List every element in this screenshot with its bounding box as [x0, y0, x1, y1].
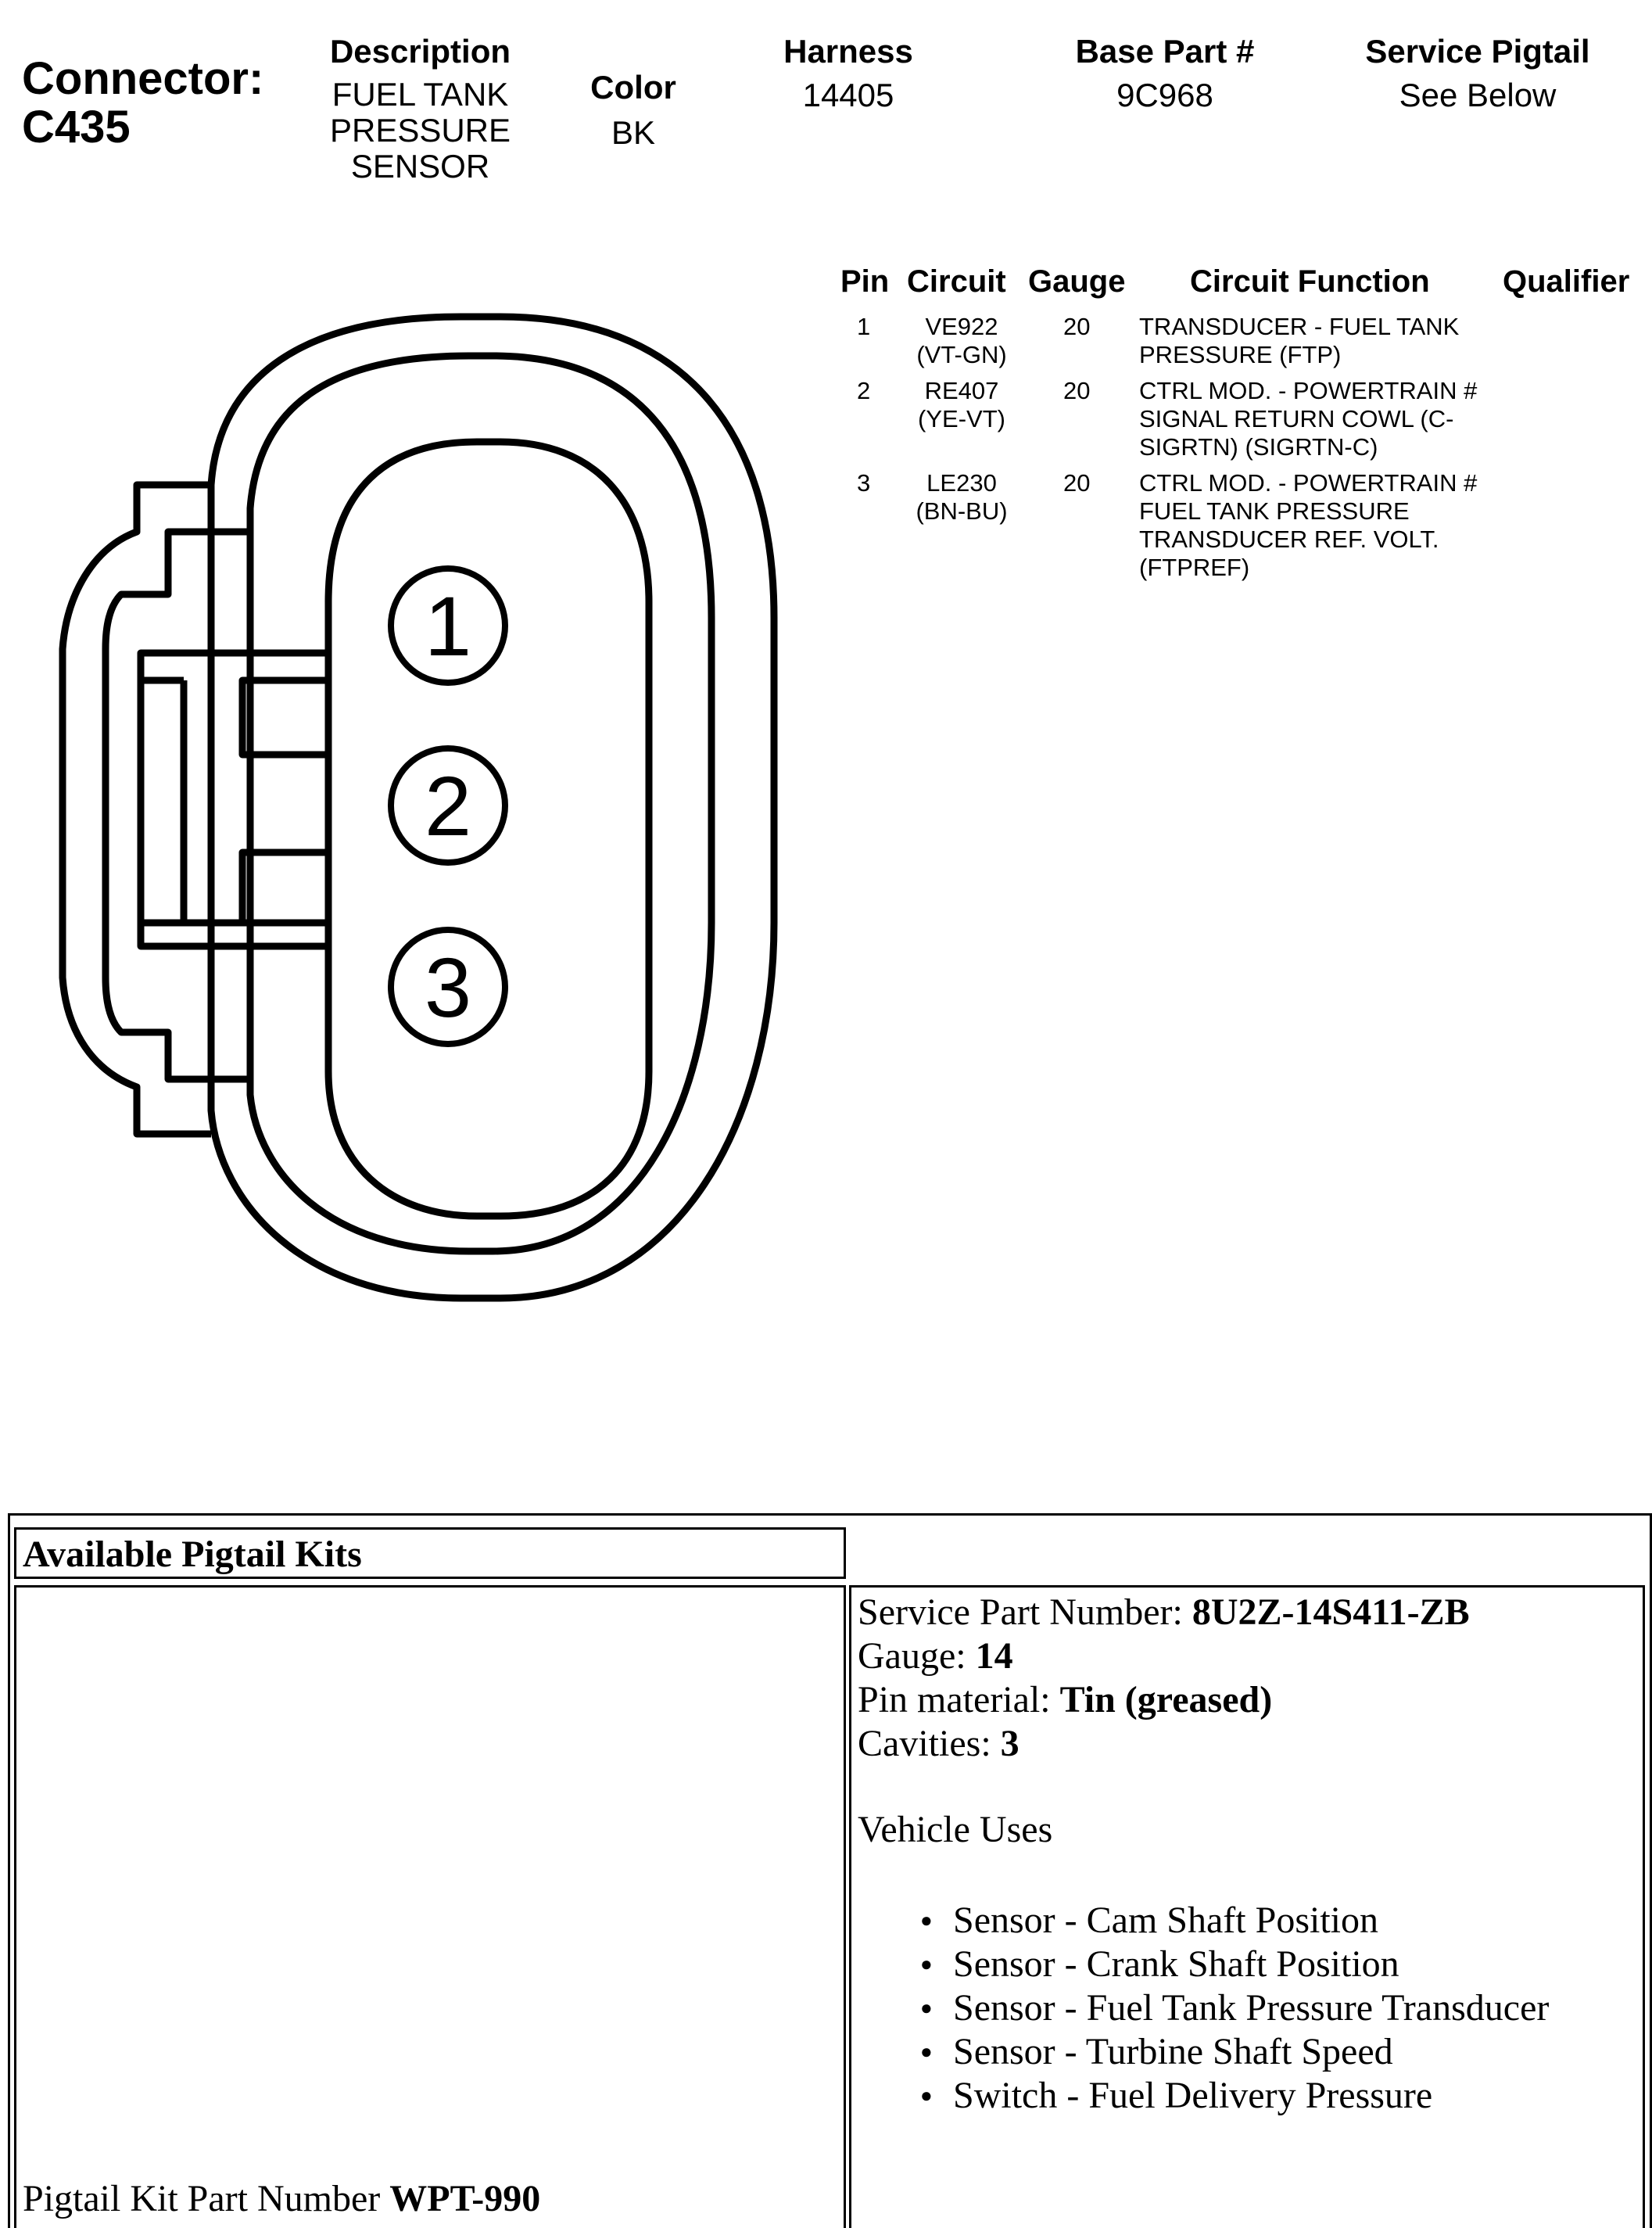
gauge-line	[858, 1634, 1549, 1678]
gauge-value: 20	[1063, 313, 1091, 340]
service-part-label: Service Part Number:	[858, 1591, 1192, 1633]
cavities-value: 3	[1000, 1723, 1020, 1764]
cavities-label: Cavities:	[858, 1723, 1001, 1764]
base-part-value: 9C968	[1116, 77, 1213, 113]
function-line: SIGNAL RETURN COWL (C-	[1139, 405, 1454, 432]
gauge-header: Gauge	[1028, 264, 1126, 299]
harness-label: Harness	[783, 33, 913, 70]
pin-header: Pin	[840, 264, 890, 299]
function-line: CTRL MOD. - POWERTRAIN #	[1139, 469, 1478, 497]
latch-tab-outline	[63, 485, 211, 1134]
pigtail-title-cell	[14, 1527, 846, 1579]
gauge-label: Gauge:	[858, 1635, 976, 1677]
function-line: TRANSDUCER REF. VOLT.	[1139, 526, 1439, 553]
function-line: TRANSDUCER - FUEL TANK	[1139, 313, 1460, 340]
pin-material-label: Pin material:	[858, 1679, 1060, 1720]
connector-face-diagram	[0, 0, 860, 1329]
function-line: (FTPREF)	[1139, 554, 1250, 581]
pigtail-details-cell	[849, 1585, 1645, 2228]
pigtail-kit-value: WPT-990	[389, 2178, 541, 2219]
circuit-color: (BN-BU)	[916, 497, 1008, 525]
pin-2-label: 2	[424, 759, 472, 853]
description-label: Description	[329, 33, 511, 70]
pin-3-label: 3	[424, 940, 472, 1035]
lock-step-upper	[242, 680, 328, 755]
harness-value: 14405	[802, 77, 894, 113]
list-item: ● Sensor - Crank Shaft Position	[858, 1943, 1549, 1986]
pin-number: 1	[857, 313, 871, 340]
connector-label: Connector:	[22, 53, 264, 104]
base-part-column	[1048, 33, 1282, 114]
list-item: ● Sensor - Fuel Tank Pressure Transducer	[858, 1986, 1549, 2030]
circuit-header: Circuit	[907, 264, 1006, 299]
vehicle-uses-list	[858, 1899, 1549, 2118]
color-label: Color	[590, 69, 676, 106]
circuit-code: VE922	[925, 313, 998, 340]
circuit-color: (VT-GN)	[916, 341, 1007, 368]
function-line: FUEL TANK PRESSURE	[1139, 497, 1410, 525]
description-line: PRESSURE	[329, 112, 511, 149]
pin-material-line	[858, 1678, 1549, 1722]
connector-id: C435	[22, 102, 131, 152]
vehicle-uses-label: Vehicle Uses	[858, 1809, 1053, 1850]
circuit-color: (YE-VT)	[918, 405, 1005, 432]
qualifier-header: Qualifier	[1503, 264, 1630, 299]
list-item: ● Sensor - Cam Shaft Position	[858, 1899, 1549, 1943]
lock-step-lower	[242, 852, 328, 923]
function-line: SIGRTN) (SIGRTN-C)	[1139, 433, 1378, 461]
service-pigtail-value: See Below	[1399, 77, 1557, 113]
lock-bar-outline	[141, 653, 328, 946]
latch-inner-outline	[106, 532, 250, 1079]
gauge-value: 14	[975, 1635, 1013, 1677]
function-line: PRESSURE (FTP)	[1139, 341, 1342, 368]
pigtail-title: Available Pigtail Kits	[23, 1534, 362, 1575]
cavities-line	[858, 1722, 1549, 1766]
service-pigtail-label: Service Pigtail	[1365, 33, 1590, 70]
pin-number: 3	[857, 469, 871, 497]
gauge-value: 20	[1063, 469, 1091, 497]
description-line: FUEL TANK	[331, 76, 509, 113]
base-part-label: Base Part #	[1075, 33, 1255, 70]
service-pigtail-column	[1345, 33, 1611, 114]
pigtail-kit-number	[23, 2177, 540, 2221]
gauge-value: 20	[1063, 377, 1091, 404]
description-line: SENSOR	[350, 148, 490, 185]
pin-material-value: Tin (greased)	[1059, 1679, 1273, 1720]
list-item: ● Sensor - Turbine Shaft Speed	[858, 2030, 1549, 2074]
service-part-line	[858, 1591, 1549, 1634]
pigtail-kit-label: Pigtail Kit Part Number	[23, 2178, 390, 2219]
list-item: ● Switch - Fuel Delivery Pressure	[858, 2074, 1549, 2118]
pin-number: 2	[857, 377, 871, 404]
pin-1-label: 1	[424, 579, 472, 673]
circuit-function-header: Circuit Function	[1190, 264, 1430, 299]
circuit-code: RE407	[924, 377, 999, 404]
circuit-code: LE230	[926, 469, 997, 497]
color-value: BK	[611, 114, 656, 151]
service-part-value: 8U2Z-14S411-ZB	[1192, 1591, 1470, 1633]
function-line: CTRL MOD. - POWERTRAIN #	[1139, 377, 1478, 404]
pigtail-image-cell	[14, 1585, 846, 2228]
